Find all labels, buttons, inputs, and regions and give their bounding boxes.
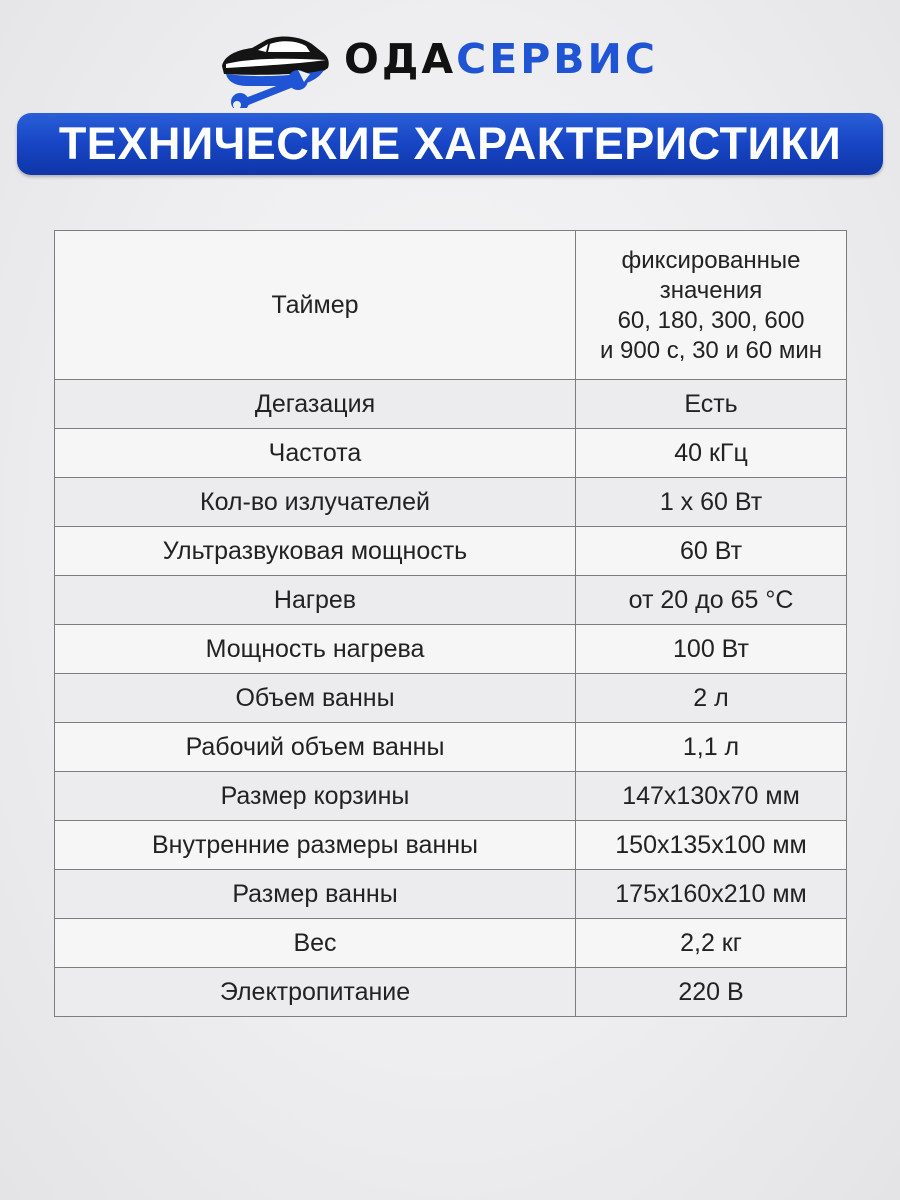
spec-label: Внутренние размеры ванны [55,821,576,870]
spec-value: 1 x 60 Вт [576,478,847,527]
table-row [55,380,847,429]
spec-label: Объем ванны [55,674,576,723]
section-banner [17,113,883,175]
table-row [55,723,847,772]
table-row [55,870,847,919]
spec-value: 175x160x210 мм [576,870,847,919]
brand-logo [218,30,688,108]
spec-label: Рабочий объем ванны [55,723,576,772]
spec-label: Мощность нагрева [55,625,576,674]
spec-label: Таймер [55,231,576,380]
spec-label: Размер корзины [55,772,576,821]
spec-label: Нагрев [55,576,576,625]
spec-value: 1,1 л [576,723,847,772]
spec-value: Есть [576,380,847,429]
spec-value: 147x130x70 мм [576,772,847,821]
brand-name-dark: ОДА [344,35,457,83]
table-row [55,231,847,380]
table-row [55,478,847,527]
spec-value: 2,2 кг [576,919,847,968]
table-row [55,527,847,576]
banner-title: ТЕХНИЧЕСКИЕ ХАРАКТЕРИСТИКИ [58,118,842,169]
spec-label: Частота [55,429,576,478]
spec-label: Размер ванны [55,870,576,919]
table-row [55,674,847,723]
brand-name-blue: СЕРВИС [456,35,658,83]
spec-value: от 20 до 65 °С [576,576,847,625]
spec-value: 100 Вт [576,625,847,674]
table-row [55,576,847,625]
car-wrench-icon [218,30,333,108]
spec-label: Дегазация [55,380,576,429]
table-row [55,625,847,674]
spec-value: фиксированные значения 60, 180, 300, 600 и 900 с, 30 и 60 мин [576,231,847,380]
table-row [55,968,847,1017]
spec-value: 150x135x100 мм [576,821,847,870]
specs-table [54,230,847,1017]
table-row [55,919,847,968]
table-row [55,429,847,478]
spec-label: Вес [55,919,576,968]
spec-label: Ультразвуковая мощность [55,527,576,576]
table-row [55,772,847,821]
spec-value: 220 В [576,968,847,1017]
spec-label: Электропитание [55,968,576,1017]
spec-value: 40 кГц [576,429,847,478]
table-row [55,821,847,870]
spec-label: Кол-во излучателей [55,478,576,527]
spec-value: 60 Вт [576,527,847,576]
spec-value: 2 л [576,674,847,723]
brand-name [344,34,658,84]
